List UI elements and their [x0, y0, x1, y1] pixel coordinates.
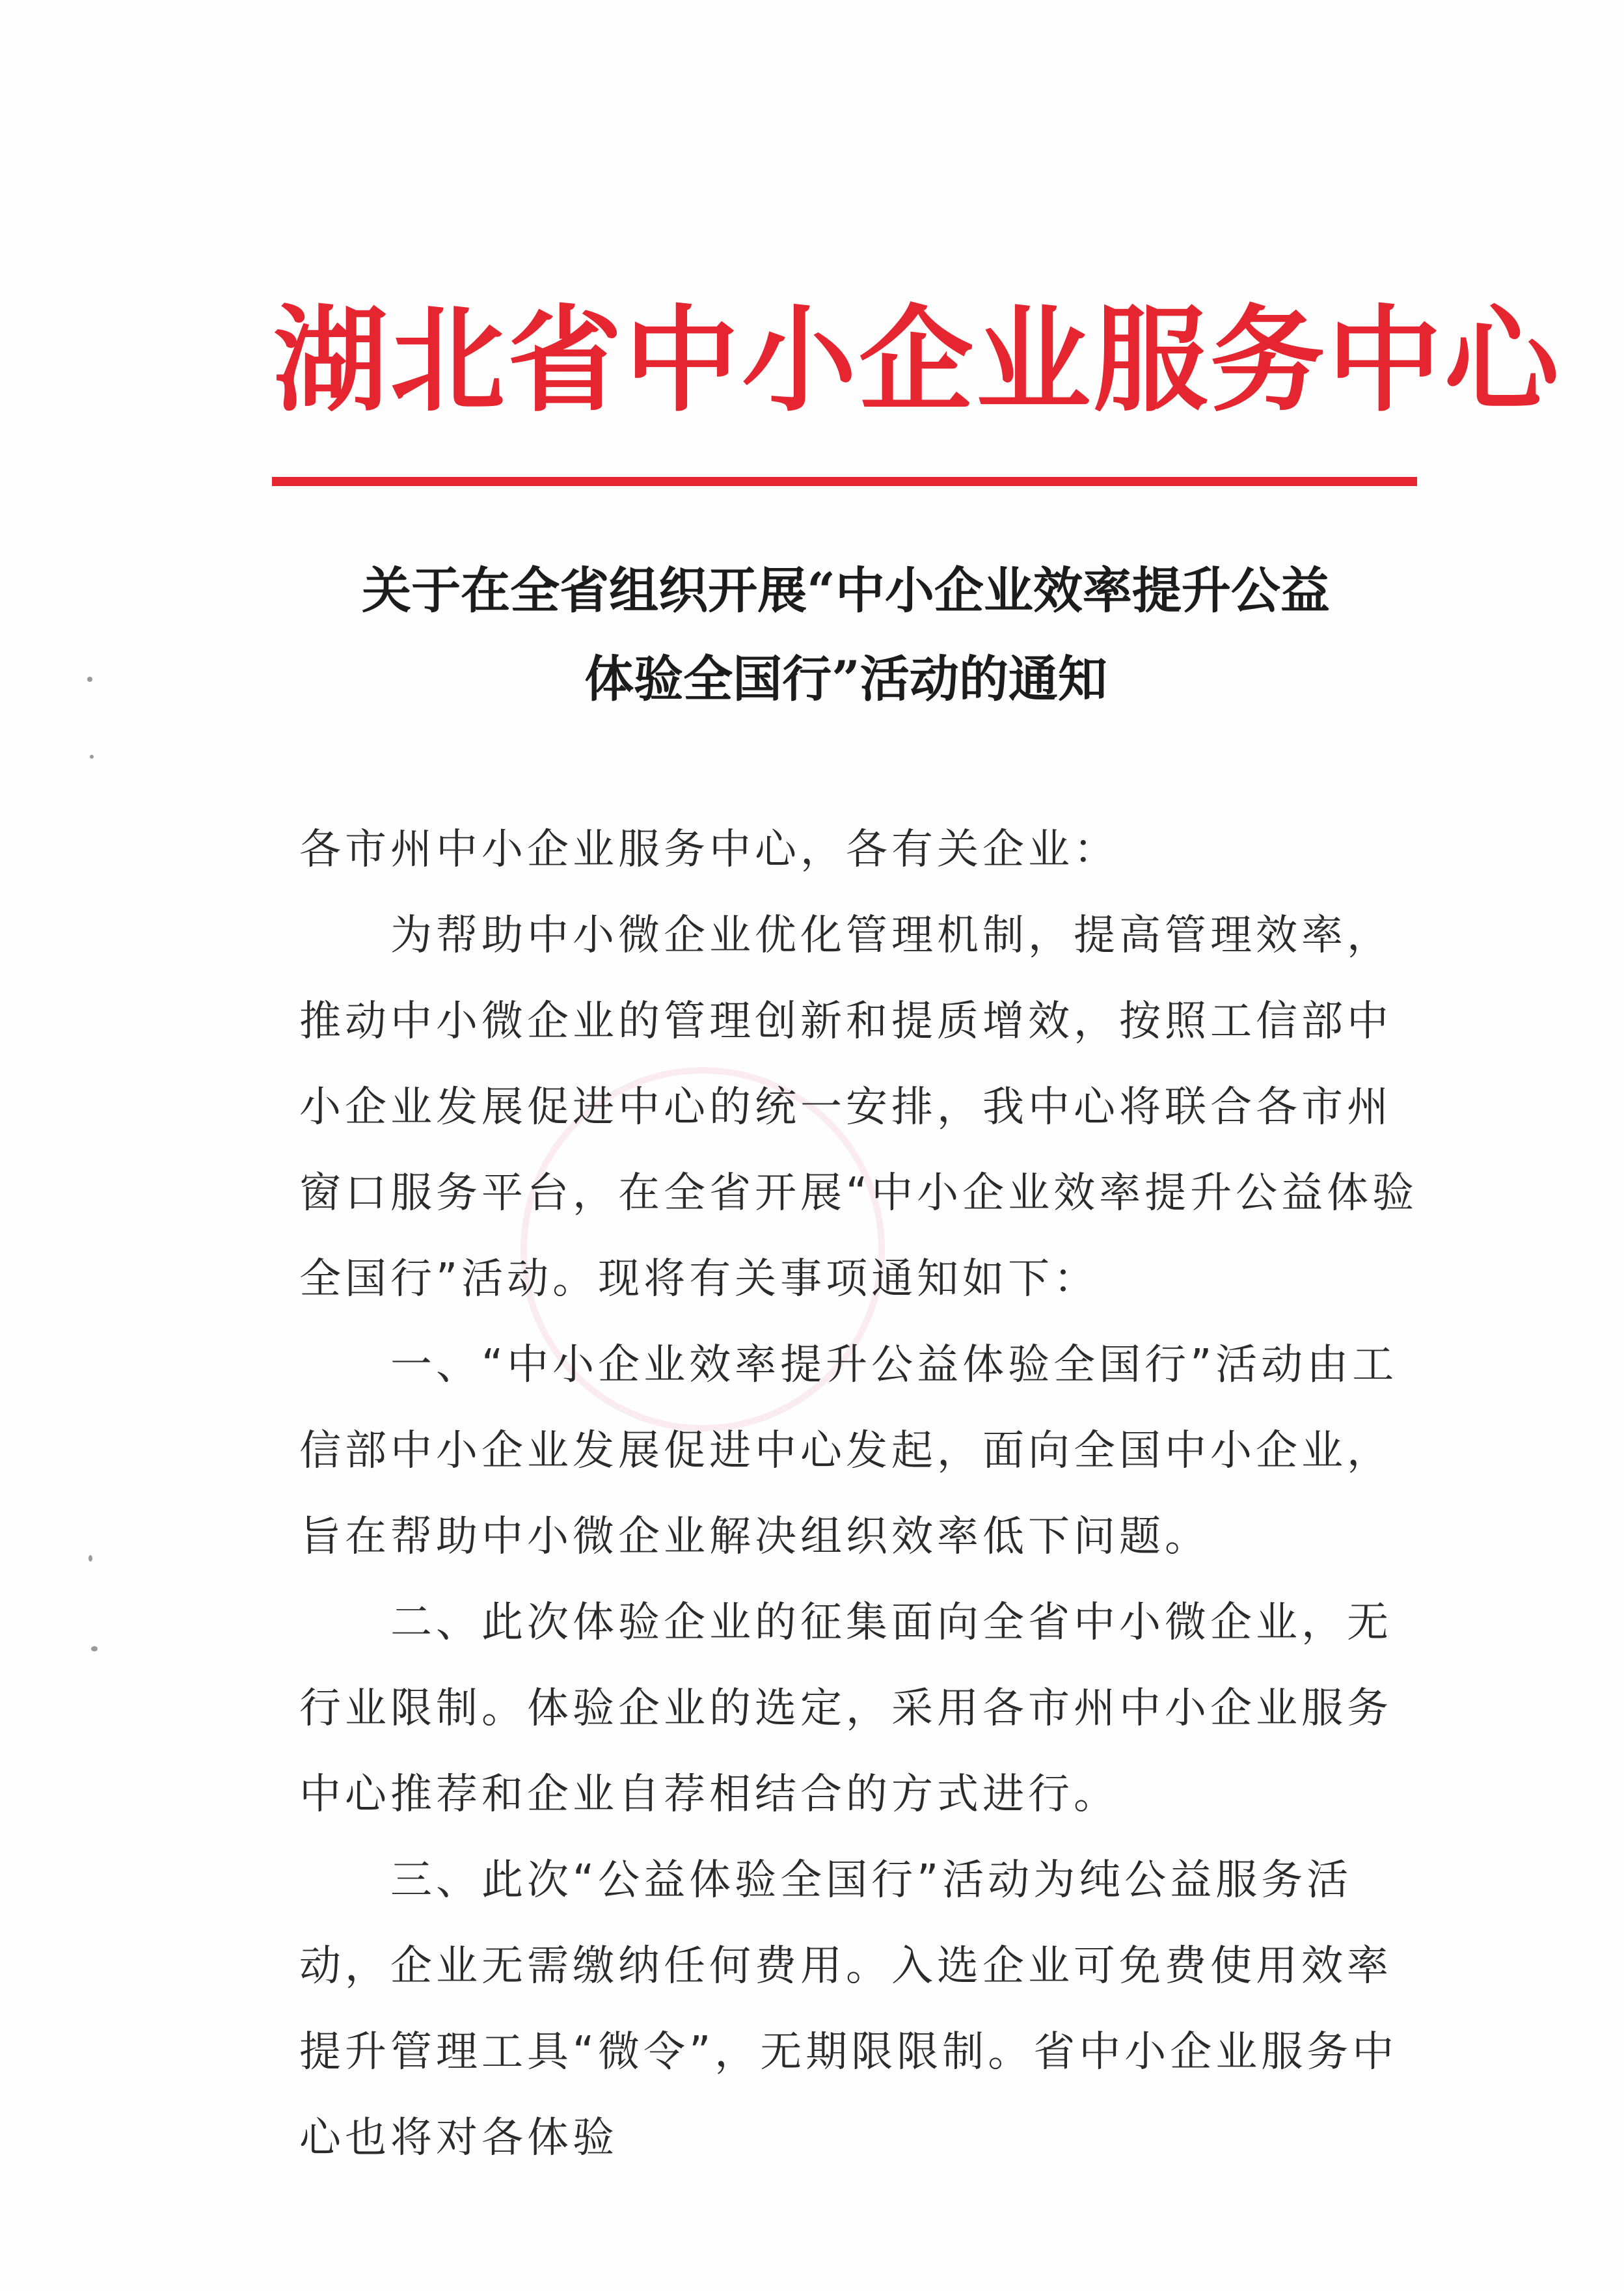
masthead-red-rule — [272, 477, 1417, 486]
document-body — [299, 807, 1431, 2181]
scan-speck — [90, 755, 94, 759]
paragraph-item-2: 二、此次体验企业的征集面向全省中小微企业，无行业限制。体验企业的选定，采用各市州中小企业服务中心推荐和企业自荐相结合的方式进行。 — [299, 1599, 1392, 1819]
document-title — [273, 547, 1418, 724]
masthead-org-name: 湖北省中小企业服务中心 — [273, 294, 1562, 427]
document-title-line-2: 体验全国行”活动的通知 — [584, 650, 1107, 708]
document-title-line-1: 关于在全省组织开展“中小企业效率提升公益 — [362, 562, 1330, 619]
paragraph-item-3: 三、此次“公益体验全国行”活动为纯公益服务活动，企业无需缴纳任何费用。入选企业可免费使用效率提升管理工具“微令”，无期限限制。省中小企业服务中心也将对各体验 — [299, 1856, 1398, 2162]
scan-speck — [88, 1555, 92, 1562]
scan-speck — [91, 1646, 98, 1651]
paragraph-intro: 为帮助中小微企业优化管理机制，提高管理效率，推动中小微企业的管理创新和提质增效，按照工信部中小企业发展促进中心的统一安排，我中心将联合各市州窗口服务平台，在全省开展“中小企业效率提升公益体验全国行”活动。现将有关事项通知如下： — [299, 912, 1418, 1303]
salutation: 各市州中小企业服务中心，各有关企业： — [299, 826, 1119, 874]
scan-speck — [87, 677, 92, 682]
paragraph-item-1: 一、“中小企业效率提升公益体验全国行”活动由工信部中小企业发展促进中心发起，面向全国中小企业，旨在帮助中小微企业解决组织效率低下问题。 — [299, 1341, 1398, 1561]
